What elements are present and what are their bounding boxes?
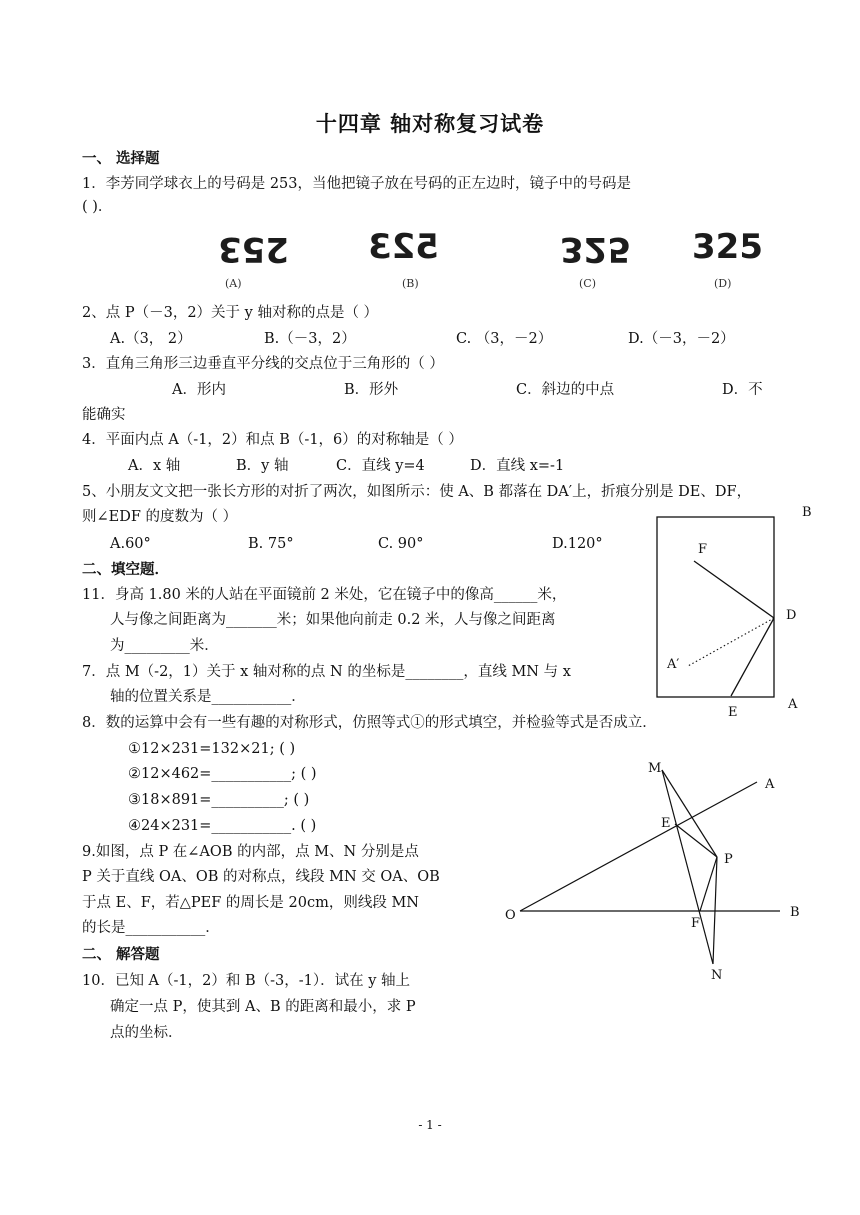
q11-line2: 人与像之间距离为_______米；如果他向前走 0.2 米，人与像之间距离 [110, 612, 556, 628]
q11-line3: 为_________米． [110, 638, 219, 654]
q4-option-d: D．直线 x=-1 [470, 458, 565, 474]
q7-line1: 7．点 M（-2，1）关于 x 轴对称的点 N 的坐标是________，直线 MN 与 x [82, 664, 571, 680]
q1-stem-line2: ( )． [82, 199, 113, 215]
q5-stem-line1: 5、小朋友文文把一张长方形的对折了两次，如图所示：使 A、B 都落在 DA′上，折痕分别是 DE、DF， [82, 484, 752, 500]
q2-option-c: C. （3，－2） [456, 331, 553, 347]
q4-option-a: A．x 轴 [128, 458, 181, 474]
section-answer-heading: 二、 解答题 [82, 946, 160, 963]
q9-segment-mn [662, 770, 713, 964]
q9-label-p: P [724, 852, 733, 867]
q5-label-e: E [728, 705, 738, 720]
q9-label-a: A [765, 777, 775, 792]
q3-option-a: A．形内 [172, 382, 226, 398]
q9-line3: 于点 E、F，若△PEF 的周长是 20cm，则线段 MN [82, 895, 419, 911]
q3-option-b: B．形外 [344, 382, 399, 398]
q1-option-c-image: 325 [560, 229, 631, 269]
q9-angle-figure [495, 752, 815, 988]
q9-line2: P 关于直线 OA、OB 的对称点，线段 MN 交 OA、OB [82, 869, 440, 885]
q3-option-d: D．不 [722, 382, 763, 398]
q10-line1: 10．已知 A（-1，2）和 B（-3，-1）．试在 y 轴上 [82, 973, 411, 989]
q5-label-b: B [802, 505, 812, 520]
q5-label-a: A [788, 697, 798, 712]
q8-item-4: ④24×231=___________. ( ) [128, 818, 317, 834]
q9-label-f: F [691, 916, 701, 931]
q8-stem: 8．数的运算中会有一些有趣的对称形式，仿照等式①的形式填空，并检验等式是否成立． [82, 715, 657, 731]
q9-ray-oa [520, 782, 757, 911]
q2-option-d: D.（－3，－2） [628, 331, 735, 347]
q1-stem-line1: 1．李芳同学球衣上的号码是 253，当他把镜子放在号码的正左边时，镜子中的号码是 [82, 176, 632, 192]
q5-fold-figure [640, 498, 810, 718]
q1-option-c-label: (C) [579, 277, 596, 290]
q10-line2: 确定一点 P，使其到 A、B 的距离和最小，求 P [110, 999, 416, 1015]
q11-line1: 11．身高 1.80 米的人站在平面镜前 2 米处，它在镜子中的像高______米， [82, 587, 567, 603]
q5-option-d: D.120° [552, 536, 603, 552]
page-number: - 1 - [418, 1118, 442, 1132]
q2-stem: 2、点 P（－3，2）关于 y 轴对称的点是（ ） [82, 305, 379, 321]
q3-option-d-continued: 能确实 [82, 407, 126, 423]
q5-label-d: D [786, 608, 797, 623]
q1-option-b-image: 523 [368, 227, 439, 267]
q9-line1: 9.如图，点 P 在∠AOB 的内部，点 M、N 分别是点 [82, 844, 419, 860]
q4-option-c: C．直线 y=4 [336, 458, 425, 474]
q5-option-b: B. 75° [248, 536, 294, 552]
q4-option-b: B．y 轴 [236, 458, 289, 474]
q9-segment-ep [675, 824, 717, 857]
section-fill-heading: 二、填空题． [82, 561, 169, 578]
q9-label-e: E [661, 816, 671, 831]
q9-label-o: O [505, 908, 516, 923]
q5-label-a-prime: A′ [667, 657, 680, 672]
q5-crease-df [694, 561, 774, 618]
section-choice-heading: 一、 选择题 [82, 150, 160, 167]
q3-stem: 3．直角三角形三边垂直平分线的交点位于三角形的（ ） [82, 356, 444, 372]
q2-option-b: B.（－3，2） [264, 331, 356, 347]
q9-segment-mp [662, 770, 717, 857]
q5-stem-line2: 则∠EDF 的度数为（ ） [82, 509, 238, 525]
q7-line2: 轴的位置关系是___________． [110, 689, 306, 705]
q9-label-m: M [648, 761, 662, 776]
q9-segment-fp [700, 857, 717, 911]
q1-option-d-label: (D) [714, 277, 732, 290]
q8-item-1: ①12×231=132×21; ( ) [128, 741, 296, 757]
q5-option-a: A.60° [110, 536, 151, 552]
q1-option-a-label: (A) [225, 277, 242, 290]
q8-item-2: ②12×462=___________; ( ) [128, 766, 317, 782]
q9-line4: 的长是___________． [82, 920, 220, 936]
q3-option-c: C．斜边的中点 [516, 382, 615, 398]
page-title: 十四章 轴对称复习试卷 [315, 111, 545, 136]
q9-label-n: N [711, 968, 723, 983]
q2-option-a: A.（3， 2） [110, 331, 192, 347]
q1-option-b-label: (B) [402, 277, 419, 290]
q5-label-f: F [698, 542, 708, 557]
q8-item-3: ③18×891=__________; ( ) [128, 792, 310, 808]
q10-line3: 点的坐标． [110, 1025, 183, 1041]
q1-option-a-image: 253 [218, 229, 289, 269]
q4-stem: 4．平面内点 A（-1，2）和点 B（-1，6）的对称轴是（ ） [82, 432, 463, 448]
q9-label-b: B [790, 905, 800, 920]
q5-option-c: C. 90° [378, 536, 424, 552]
q1-option-d-image: 325 [692, 227, 763, 267]
